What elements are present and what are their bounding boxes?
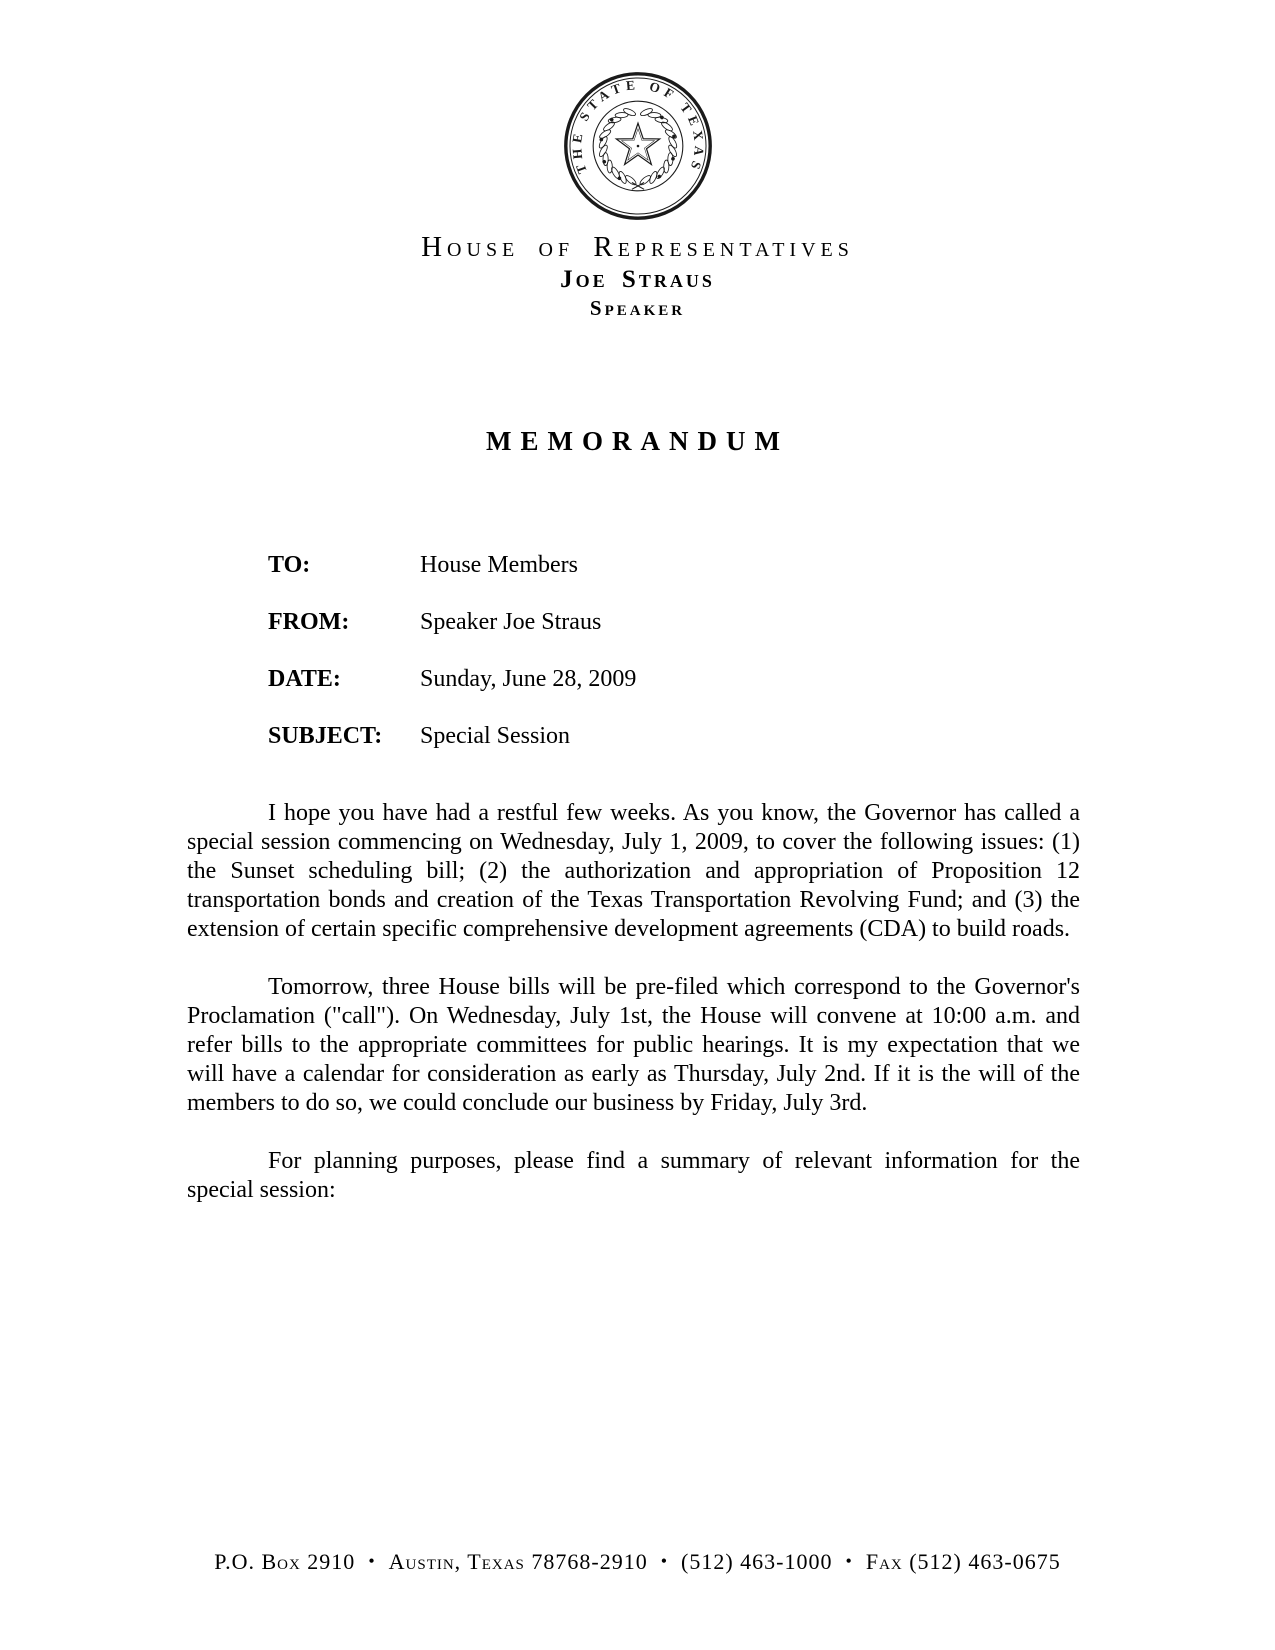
footer-fax: Fax (512) 463-0675 bbox=[865, 1549, 1061, 1574]
memo-field-label: FROM: bbox=[268, 609, 350, 635]
organization-name: House of Representatives bbox=[421, 231, 854, 263]
texas-state-seal-icon bbox=[562, 70, 714, 222]
bullet-separator: • bbox=[845, 1551, 853, 1571]
seal-text: THE STATE OF TEXAS bbox=[568, 77, 707, 176]
memo-field-value: Special Session bbox=[420, 723, 570, 749]
memo-field-value: Speaker Joe Straus bbox=[420, 609, 602, 635]
body-paragraph-2: Tomorrow, three House bills will be pre-filed which correspond to the Governor's Proclamation ("call"). On Wednesday, July 1st, the House will convene at 10:00 a.m. and refer bills to the appropriate committees for public hearings. It is my expectation that we will have a calendar for consideration as early as Thursday, July 2nd. If it is the will of the members to do so, we could conclude our business by Friday, July 3rd. bbox=[187, 974, 1080, 1116]
footer-phone: (512) 463-1000 bbox=[681, 1549, 833, 1574]
memo-field-label: SUBJECT: bbox=[268, 723, 383, 749]
memo-field-value: House Members bbox=[420, 552, 578, 578]
memo-field-label: DATE: bbox=[268, 666, 341, 692]
footer-po-box: P.O. Box 2910 bbox=[214, 1549, 356, 1574]
memo-field-date bbox=[268, 665, 636, 693]
memo-field-subject bbox=[268, 722, 636, 750]
footer-address: Austin, Texas 78768-2910 bbox=[388, 1549, 648, 1574]
memo-field-to bbox=[268, 551, 636, 579]
memo-header-fields bbox=[268, 551, 636, 779]
speaker-name: Joe Straus bbox=[560, 266, 715, 293]
memo-title: MEMORANDUM bbox=[486, 426, 789, 456]
memo-body bbox=[187, 799, 1080, 1234]
memo-field-value: Sunday, June 28, 2009 bbox=[420, 666, 637, 692]
letterhead-footer bbox=[0, 1549, 1275, 1575]
bullet-separator: • bbox=[368, 1551, 376, 1571]
body-paragraph-3: For planning purposes, please find a summary of relevant information for the special session: bbox=[187, 1148, 1080, 1203]
memo-field-from bbox=[268, 608, 636, 636]
bullet-separator: • bbox=[660, 1551, 669, 1571]
memo-field-label: TO: bbox=[268, 552, 311, 578]
body-paragraph-1: I hope you have had a restful few weeks. As you know, the Governor has called a special session commencing on Wednesday, July 1, 2009, to cover the following issues: (1) the Sunset scheduling bill; (2) the authorization and appropriation of Proposition 12 transportation bonds and creation of the Texas Transportation Revolving Fund; and (3) the extension of certain specific comprehensive development agreements (CDA) to build roads. bbox=[187, 800, 1080, 942]
speaker-title: Speaker bbox=[589, 296, 686, 320]
